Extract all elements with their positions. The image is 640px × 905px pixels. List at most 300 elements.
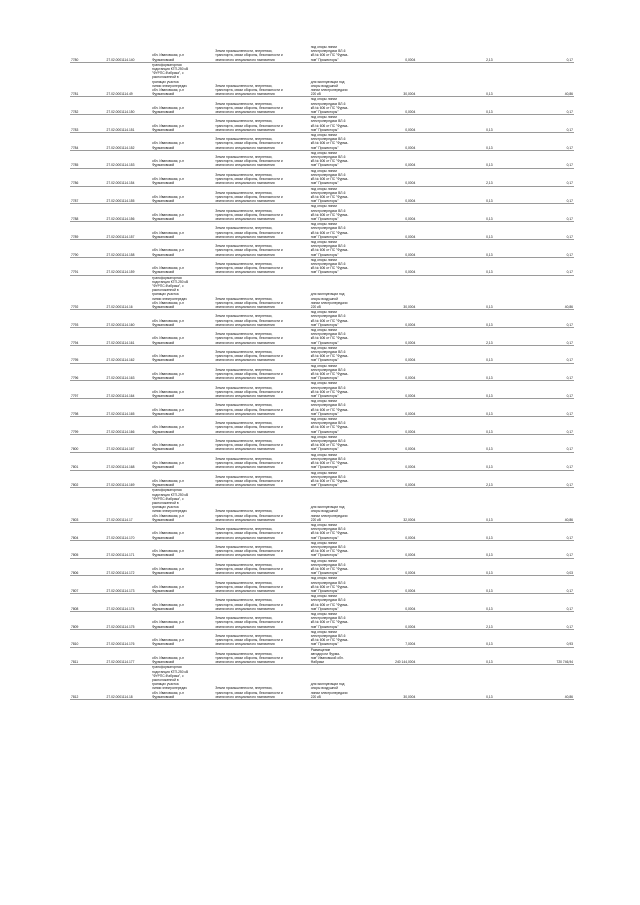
cadastral-number: 27.02.0001114.170: [106, 522, 152, 540]
spacer: [427, 363, 485, 381]
spacer: [416, 399, 427, 417]
spacer: [427, 612, 485, 630]
spacer: [416, 612, 427, 630]
rate-value: 0,13: [485, 576, 521, 594]
location: обл. Ивановская, р-н Фурмановский: [151, 257, 214, 275]
land-category: Земли промышленности, энергетики, транспорта, связи обороны, безопасности и земли иного специального назначения: [214, 275, 309, 310]
spacer: [427, 576, 485, 594]
cadastral-number: 27.02.0001114.177: [106, 647, 152, 665]
cost-value: 0,17: [521, 594, 574, 612]
table-row: [70, 275, 574, 310]
land-category: Земли промышленности, энергетики, транспорта, связи обороны, безопасности и земли иного специального назначения: [214, 150, 309, 168]
location: обл. Ивановская, р-н Фурмановский: [151, 310, 214, 328]
permitted-use: под опоры линии электропередачи ВЛ-6 кВ № 606 от ПС "Фурма- нов" Прожекторы": [310, 133, 381, 151]
cadastral-number: 27.02.0001114.160: [106, 310, 152, 328]
area-value: 0,0004: [381, 399, 417, 417]
rate-value: 0,13: [485, 363, 521, 381]
rate-value: 0,13: [485, 594, 521, 612]
land-category: Земли промышленности, энергетики, транспорта, связи обороны, безопасности и земли иного специального назначения: [214, 522, 309, 540]
cadastral-number: 27.02.0001114.158: [106, 239, 152, 257]
location: обл. Ивановская, р-н Фурмановский: [151, 345, 214, 363]
table-row: [70, 381, 574, 399]
cadastral-number: 27.02.0001114.18: [106, 665, 152, 700]
area-value: 0,0004: [381, 381, 417, 399]
cost-value: 0,17: [521, 417, 574, 435]
location: обл. Ивановская, р-н Фурмановский: [151, 629, 214, 647]
cost-value: 0,17: [521, 186, 574, 204]
spacer: [416, 558, 427, 576]
cost-value: 0,17: [521, 612, 574, 630]
cost-value: 0,17: [521, 576, 574, 594]
spacer: [427, 558, 485, 576]
spacer: [416, 257, 427, 275]
cadastral-number: 27.02.0001114.167: [106, 434, 152, 452]
location: обл. Ивановская, р-н Фурмановский: [151, 434, 214, 452]
cadastral-number: 27.02.0001114.150: [106, 97, 152, 115]
location: обл. Ивановская, р-н Фурмановский: [151, 594, 214, 612]
row-number: 7802: [70, 470, 106, 488]
permitted-use: под опоры линии электропередачи ВЛ-6 кВ № 606 от ПС "Фурма- нов" Прожекторы": [310, 97, 381, 115]
table-row: [70, 150, 574, 168]
rate-value: 0,13: [485, 275, 521, 310]
land-category: Земли промышленности, энергетики, транспорта, связи обороны, безопасности и земли иного специального назначения: [214, 345, 309, 363]
row-number: 7789: [70, 222, 106, 240]
spacer: [427, 328, 485, 346]
spacer: [416, 594, 427, 612]
cadastral-number: 27.02.0001114.164: [106, 381, 152, 399]
cadastral-number: 27.02.0001114.162: [106, 345, 152, 363]
area-value: 30,0004: [381, 275, 417, 310]
spacer: [427, 434, 485, 452]
land-category: Земли промышленности, энергетики, транспорта, связи обороны, безопасности и земли иного специального назначения: [214, 470, 309, 488]
cadastral-number: 27.02.0001114.169: [106, 470, 152, 488]
cadastral-number: 27.02.0001114.161: [106, 328, 152, 346]
land-category: Земли промышленности, энергетики, транспорта, связи обороны, безопасности и земли иного специального назначения: [214, 629, 309, 647]
spacer: [416, 417, 427, 435]
spacer: [416, 204, 427, 222]
rate-value: 0,13: [485, 97, 521, 115]
spacer: [416, 310, 427, 328]
table-row: [70, 470, 574, 488]
spacer: [416, 665, 427, 700]
land-category: Земли промышленности, энергетики, транспорта, связи обороны, безопасности и земли иного специального назначения: [214, 594, 309, 612]
spacer: [427, 239, 485, 257]
table-row: [70, 540, 574, 558]
row-number: 7792: [70, 275, 106, 310]
cost-value: 0,17: [521, 133, 574, 151]
spacer: [427, 275, 485, 310]
spacer: [427, 45, 485, 62]
rate-value: 0,13: [485, 204, 521, 222]
spacer: [416, 381, 427, 399]
table-row: [70, 558, 574, 576]
table-row: [70, 434, 574, 452]
land-category: Земли промышленности, энергетики, транспорта, связи обороны, безопасности и земли иного специального назначения: [214, 540, 309, 558]
row-number: 7803: [70, 488, 106, 523]
land-category: Земли промышленности, энергетики, транспорта, связи обороны, безопасности и земли иного специального назначения: [214, 310, 309, 328]
area-value: 0,0004: [381, 45, 417, 62]
permitted-use: под опоры линии электропередачи ВЛ-6 кВ № 606 от ПС "Фурма- нов" Прожекторы": [310, 576, 381, 594]
location: обл. Ивановская, р-н Фурмановский: [151, 452, 214, 470]
table-row: [70, 133, 574, 151]
spacer: [427, 665, 485, 700]
area-value: 0,0004: [381, 204, 417, 222]
land-category: Земли промышленности, энергетики, транспорта, связи обороны, безопасности и земли иного специального назначения: [214, 647, 309, 665]
location: обл. Ивановская, р-н Фурмановский: [151, 470, 214, 488]
cadastral-number: 27.02.0001114.153: [106, 150, 152, 168]
spacer: [416, 186, 427, 204]
table-row: [70, 328, 574, 346]
area-value: 0,0004: [381, 133, 417, 151]
spacer: [427, 133, 485, 151]
land-category: Земли промышленности, энергетики, транспорта, связи обороны, безопасности и земли иного специального назначения: [214, 133, 309, 151]
rate-value: 0,13: [485, 488, 521, 523]
land-category: Земли промышленности, энергетики, транспорта, связи обороны, безопасности и земли иного специального назначения: [214, 363, 309, 381]
land-category: Земли промышленности, энергетики, транспорта, связи обороны, безопасности и земли иного специального назначения: [214, 434, 309, 452]
spacer: [416, 62, 427, 97]
cost-value: 720 746,94: [521, 647, 574, 665]
land-category: Земли промышленности, энергетики, транспорта, связи обороны, безопасности и земли иного специального назначения: [214, 381, 309, 399]
table-row: [70, 186, 574, 204]
cadastre-table: [70, 45, 574, 700]
cost-value: 0,03: [521, 558, 574, 576]
land-category: Земли промышленности, энергетики, транспорта, связи обороны, безопасности и земли иного специального назначения: [214, 417, 309, 435]
spacer: [416, 540, 427, 558]
cost-value: 0,17: [521, 381, 574, 399]
land-category: Земли промышленности, энергетики, транспорта, связи обороны, безопасности и земли иного специального назначения: [214, 257, 309, 275]
permitted-use: под опоры линии электропередачи ВЛ-6 кВ № 606 от ПС "Фурма- нов" Прожекторы": [310, 363, 381, 381]
rate-value: 0,13: [485, 452, 521, 470]
spacer: [416, 363, 427, 381]
spacer: [427, 594, 485, 612]
row-number: 7807: [70, 576, 106, 594]
land-category: Земли промышленности, энергетики, транспорта, связи обороны, безопасности и земли иного специального назначения: [214, 576, 309, 594]
table-row: [70, 488, 574, 523]
location: обл. Ивановская, р-н Фурмановский: [151, 522, 214, 540]
row-number: 7797: [70, 381, 106, 399]
row-number: 7784: [70, 133, 106, 151]
area-value: 0,0004: [381, 239, 417, 257]
cost-value: 40,86: [521, 665, 574, 700]
cadastral-number: 27.02.0001114.171: [106, 540, 152, 558]
area-value: 0,0004: [381, 576, 417, 594]
rate-value: 0,13: [485, 133, 521, 151]
table-row: [70, 310, 574, 328]
rate-value: 0,13: [485, 62, 521, 97]
permitted-use: под опоры линии электропередачи ВЛ-6 кВ № 606 от ПС "Фурма- нов" Прожекторы": [310, 150, 381, 168]
land-category: Земли промышленности, энергетики, транспорта, связи обороны, безопасности и земли иного специального назначения: [214, 62, 309, 97]
cost-value: 0,17: [521, 470, 574, 488]
rate-value: 0,13: [485, 310, 521, 328]
location: обл. Ивановская, р-н Фурмановский: [151, 381, 214, 399]
location: обл. Ивановская, р-н Фурмановский: [151, 133, 214, 151]
table-row: [70, 363, 574, 381]
cost-value: 0,17: [521, 204, 574, 222]
location: обл. Ивановская, р-н Фурмановский: [151, 97, 214, 115]
spacer: [416, 222, 427, 240]
location: обл. Ивановская, р-н Фурмановский: [151, 204, 214, 222]
spacer: [416, 434, 427, 452]
rate-value: 2,13: [485, 45, 521, 62]
row-number: 7805: [70, 540, 106, 558]
spacer: [427, 257, 485, 275]
cost-value: 0,17: [521, 345, 574, 363]
table-row: [70, 168, 574, 186]
location: обл. Ивановская, р-н Фурмановский: [151, 328, 214, 346]
location: обл. Ивановская, р-н Фурмановский: [151, 363, 214, 381]
location: обл. Ивановская, р-н Фурмановский: [151, 417, 214, 435]
permitted-use: под опоры линии электропередачи ВЛ-6 кВ № 606 от ПС "Фурма- нов" Прожекторы": [310, 222, 381, 240]
spacer: [427, 399, 485, 417]
row-number: 7800: [70, 434, 106, 452]
spacer: [427, 310, 485, 328]
table-body: [70, 45, 574, 700]
row-number: 7788: [70, 204, 106, 222]
area-value: 0,0004: [381, 222, 417, 240]
area-value: 0,0004: [381, 310, 417, 328]
permitted-use: под опоры линии электропередачи ВЛ-6 кВ № 606 от ПС "Фурма- нов" Прожекторы": [310, 328, 381, 346]
area-value: 0,0004: [381, 612, 417, 630]
spacer: [416, 168, 427, 186]
permitted-use: Размещение автодороги Фурма- нов" Ивановской обл. Фабрики: [310, 647, 381, 665]
spacer: [416, 647, 427, 665]
row-number: 7795: [70, 345, 106, 363]
rate-value: 0,13: [485, 222, 521, 240]
area-value: 0,0004: [381, 328, 417, 346]
cost-value: 40,86: [521, 275, 574, 310]
area-value: 0,0004: [381, 434, 417, 452]
spacer: [416, 150, 427, 168]
cost-value: 0,17: [521, 257, 574, 275]
location: обл. Ивановская, р-н Фурмановский: [151, 168, 214, 186]
spacer: [427, 168, 485, 186]
rate-value: 0,13: [485, 345, 521, 363]
spacer: [427, 62, 485, 97]
spacer: [427, 470, 485, 488]
spacer: [427, 540, 485, 558]
rate-value: 0,13: [485, 150, 521, 168]
area-value: 0,0004: [381, 257, 417, 275]
spacer: [416, 97, 427, 115]
row-number: 7781: [70, 62, 106, 97]
area-value: 0,0004: [381, 186, 417, 204]
area-value: 0,0004: [381, 115, 417, 133]
location: трансформаторная подстанция КТП-250 кВ "ФУРПС-Фабрика", с расположенной в границах участка линии электропередач обл. Ивановская, р-н Фурмановский: [151, 665, 214, 700]
row-number: 7806: [70, 558, 106, 576]
spacer: [427, 97, 485, 115]
spacer: [427, 381, 485, 399]
rate-value: 0,13: [485, 434, 521, 452]
permitted-use: под опоры линии электропередачи ВЛ-6 кВ № 606 от ПС "Фурма- нов" Прожекторы": [310, 540, 381, 558]
cadastral-number: 27.02.0001114.175: [106, 612, 152, 630]
table-row: [70, 239, 574, 257]
location: обл. Ивановская, р-н Фурмановский: [151, 150, 214, 168]
permitted-use: под опоры линии электропередачи ВЛ-6 кВ № 606 от ПС "Фурма- нов" Прожекторы": [310, 399, 381, 417]
table-row: [70, 45, 574, 62]
area-value: 30,0004: [381, 665, 417, 700]
spacer: [416, 452, 427, 470]
land-category: Земли промышленности, энергетики, транспорта, связи обороны, безопасности и земли иного специального назначения: [214, 239, 309, 257]
spacer: [427, 488, 485, 523]
cost-value: 0,17: [521, 310, 574, 328]
area-value: 0,0004: [381, 558, 417, 576]
area-value: 0,0004: [381, 97, 417, 115]
area-value: 0,0004: [381, 363, 417, 381]
cost-value: 0,17: [521, 115, 574, 133]
rate-value: 0,13: [485, 399, 521, 417]
cost-value: 0,17: [521, 363, 574, 381]
permitted-use: под опоры линии электропередачи ВЛ-6 кВ № 606 от ПС "Фурма- нов" Прожекторы": [310, 115, 381, 133]
table-row: [70, 62, 574, 97]
cadastral-number: 27.02.0001114.155: [106, 186, 152, 204]
location: трансформаторная подстанция КТП-250 кВ "ФУРПС-Фабрика", с расположенной в границах участка линии электропередач обл. Ивановская, р-н Фурмановский: [151, 62, 214, 97]
table-row: [70, 417, 574, 435]
cadastral-number: 27.02.0001114.163: [106, 363, 152, 381]
permitted-use: для эксплуатации под опоры воздушной линии электропередачи 220 кВ: [310, 665, 381, 700]
row-number: 7796: [70, 363, 106, 381]
cadastral-number: 27.02.0001114.174: [106, 594, 152, 612]
table-row: [70, 665, 574, 700]
spacer: [427, 150, 485, 168]
area-value: 32,0004: [381, 488, 417, 523]
cadastral-number: 27.02.0001114.176: [106, 629, 152, 647]
spacer: [416, 488, 427, 523]
cadastral-number: 27.02.0001114.17: [106, 488, 152, 523]
cadastral-number: 27.02.0001114.165: [106, 399, 152, 417]
row-number: 7808: [70, 594, 106, 612]
table-row: [70, 345, 574, 363]
location: обл. Ивановская, р-н Фурмановский: [151, 576, 214, 594]
cost-value: 0,93: [521, 629, 574, 647]
cost-value: 0,17: [521, 540, 574, 558]
cost-value: 0,17: [521, 452, 574, 470]
cost-value: 0,17: [521, 222, 574, 240]
spacer: [416, 115, 427, 133]
cadastral-number: 27.02.0001114.168: [106, 452, 152, 470]
cadastral-number: 27.02.0001114.172: [106, 558, 152, 576]
rate-value: 0,13: [485, 647, 521, 665]
land-category: Земли промышленности, энергетики, транспорта, связи обороны, безопасности и земли иного специального назначения: [214, 204, 309, 222]
row-number: 7799: [70, 417, 106, 435]
rate-value: 0,13: [485, 540, 521, 558]
land-category: Земли промышленности, энергетики, транспорта, связи обороны, безопасности и земли иного специального назначения: [214, 665, 309, 700]
rate-value: 0,13: [485, 257, 521, 275]
table-row: [70, 647, 574, 665]
cost-value: 0,17: [521, 328, 574, 346]
rate-value: 0,13: [485, 558, 521, 576]
land-category: Земли промышленности, энергетики, транспорта, связи обороны, безопасности и земли иного специального назначения: [214, 558, 309, 576]
spacer: [427, 647, 485, 665]
cadastral-number: 27.02.0001114.152: [106, 133, 152, 151]
permitted-use: под опоры линии электропередачи ВЛ-6 кВ № 606 от ПС "Фурма- нов" Прожекторы": [310, 522, 381, 540]
permitted-use: под опоры линии электропередачи ВЛ-6 кВ № 606 от ПС "Фурма- нов" Прожекторы": [310, 434, 381, 452]
row-number: 7812: [70, 665, 106, 700]
cost-value: 0,17: [521, 150, 574, 168]
location: обл. Ивановская, р-н Фурмановский: [151, 612, 214, 630]
permitted-use: под опоры линии электропередачи ВЛ-6 кВ № 606 от ПС "Фурма- нов" Прожекторы": [310, 186, 381, 204]
cost-value: 0,17: [521, 168, 574, 186]
area-value: 0,0004: [381, 470, 417, 488]
spacer: [427, 629, 485, 647]
area-value: 0,0004: [381, 594, 417, 612]
cost-value: 0,17: [521, 399, 574, 417]
spacer: [416, 133, 427, 151]
land-category: Земли промышленности, энергетики, транспорта, связи обороны, безопасности и земли иного специального назначения: [214, 97, 309, 115]
area-value: 0,0004: [381, 452, 417, 470]
rate-value: 2,13: [485, 328, 521, 346]
spacer: [427, 115, 485, 133]
table-row: [70, 594, 574, 612]
permitted-use: под опоры линии электропередачи ВЛ-6 кВ № 606 от ПС "Фурма- нов" Прожекторы": [310, 239, 381, 257]
land-category: Земли промышленности, энергетики, транспорта, связи обороны, безопасности и земли иного специального назначения: [214, 488, 309, 523]
cadastral-number: 27.02.0001114.157: [106, 222, 152, 240]
location: обл. Ивановская, р-н Фурмановский: [151, 540, 214, 558]
row-number: 7783: [70, 115, 106, 133]
cost-value: 0,17: [521, 45, 574, 62]
area-value: 7,0004: [381, 629, 417, 647]
land-category: Земли промышленности, энергетики, транспорта, связи обороны, безопасности и земли иного специального назначения: [214, 328, 309, 346]
rate-value: 2,13: [485, 168, 521, 186]
spacer: [416, 328, 427, 346]
spacer: [427, 186, 485, 204]
permitted-use: под опоры линии электропередачи ВЛ-6 кВ № 606 от ПС "Фурма- нов" Прожекторы": [310, 257, 381, 275]
permitted-use: для эксплуатации под опоры воздушной линии электропередачи 220 кВ: [310, 488, 381, 523]
table-row: [70, 452, 574, 470]
area-value: 0,0004: [381, 540, 417, 558]
location: обл. Ивановская, р-н Фурмановский: [151, 222, 214, 240]
row-number: 7794: [70, 328, 106, 346]
spacer: [416, 275, 427, 310]
cost-value: 40,86: [521, 62, 574, 97]
permitted-use: под опоры линии электропередачи ВЛ-6 кВ № 606 от ПС "Фурма- нов" Прожекторы": [310, 612, 381, 630]
rate-value: 0,13: [485, 629, 521, 647]
permitted-use: под опоры линии электропередачи ВЛ-6 кВ № 606 от ПС "Фурма- нов" Прожекторы": [310, 345, 381, 363]
spacer: [416, 629, 427, 647]
table-row: [70, 612, 574, 630]
cost-value: 0,17: [521, 239, 574, 257]
land-cadastre-sheet: [70, 45, 574, 700]
spacer: [427, 204, 485, 222]
table-row: [70, 629, 574, 647]
row-number: 7786: [70, 168, 106, 186]
location: обл. Ивановская, р-н Фурмановский: [151, 647, 214, 665]
row-number: 7793: [70, 310, 106, 328]
area-value: 0,0004: [381, 522, 417, 540]
spacer: [427, 345, 485, 363]
rate-value: 0,13: [485, 665, 521, 700]
spacer: [416, 522, 427, 540]
location: обл. Ивановская, р-н Фурмановский: [151, 399, 214, 417]
rate-value: 0,13: [485, 186, 521, 204]
permitted-use: под опоры линии электропередачи ВЛ-6 кВ № 606 от ПС "Фурма- нов" Прожекторы": [310, 381, 381, 399]
cadastral-number: 27.02.0001114.173: [106, 576, 152, 594]
spacer: [427, 417, 485, 435]
area-value: 0,0004: [381, 417, 417, 435]
row-number: 7785: [70, 150, 106, 168]
table-row: [70, 97, 574, 115]
permitted-use: под опоры линии электропередачи ВЛ-6 кВ № 606 от ПС "Фурма- нов" Прожекторы": [310, 629, 381, 647]
permitted-use: под опоры линии электропередачи ВЛ-6 кВ № 606 от ПС "Фурма- нов" Прожекторы": [310, 470, 381, 488]
row-number: 7782: [70, 97, 106, 115]
land-category: Земли промышленности, энергетики, транспорта, связи обороны, безопасности и земли иного специального назначения: [214, 168, 309, 186]
permitted-use: под опоры линии электропередачи ВЛ-6 кВ № 606 от ПС "Фурма- нов" Прожекторы": [310, 452, 381, 470]
row-number: 7810: [70, 629, 106, 647]
table-row: [70, 204, 574, 222]
row-number: 7780: [70, 45, 106, 62]
cadastral-number: 27.02.0001114.140: [106, 45, 152, 62]
cost-value: 40,86: [521, 488, 574, 523]
land-category: Земли промышленности, энергетики, транспорта, связи обороны, безопасности и земли иного специального назначения: [214, 399, 309, 417]
